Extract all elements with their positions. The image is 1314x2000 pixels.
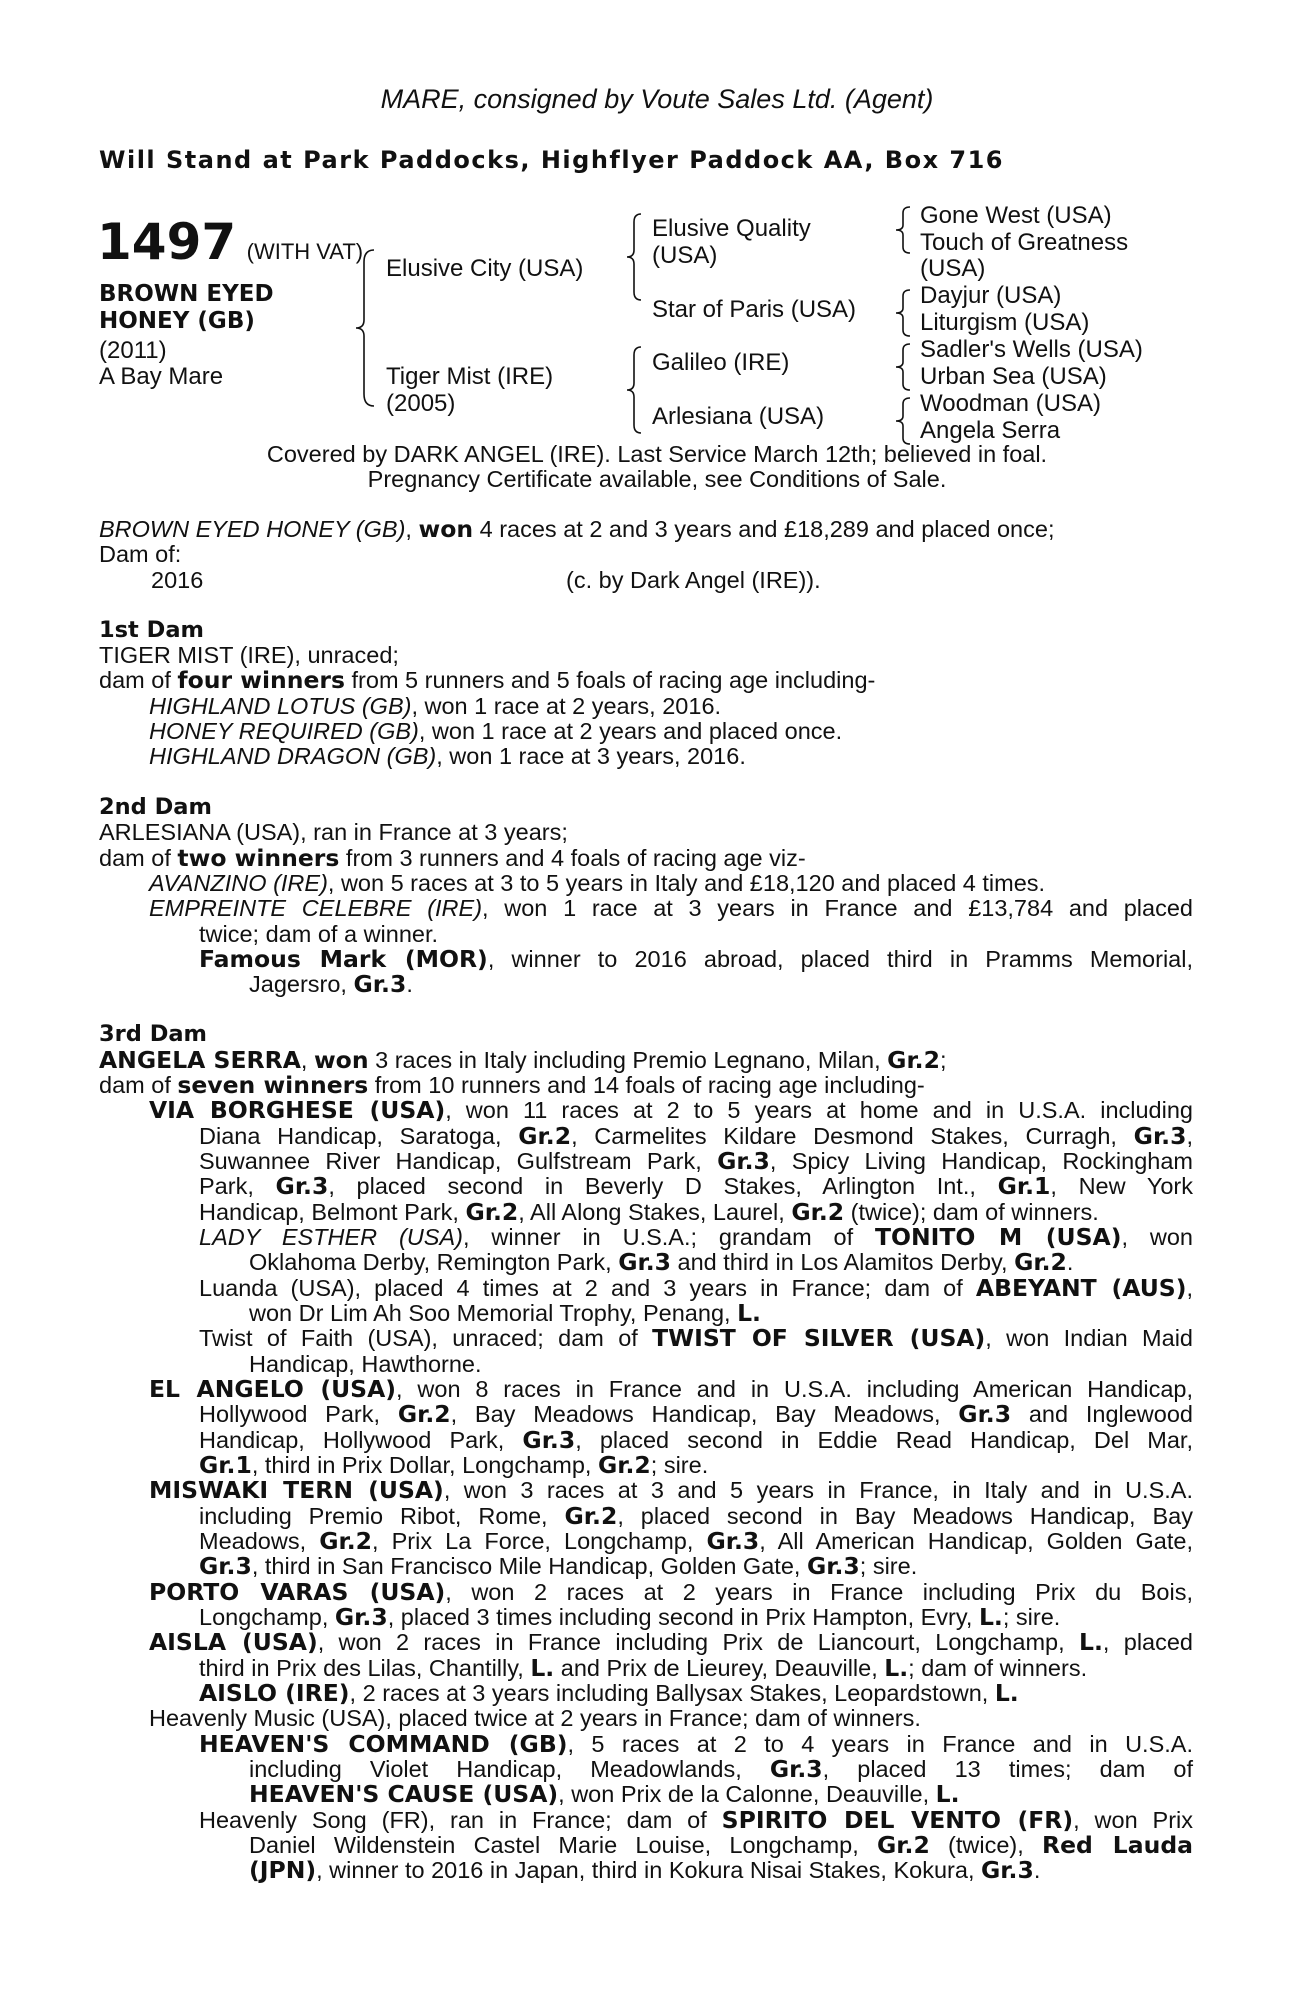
horse-name-italic: BROWN EYED HONEY (GB) bbox=[99, 516, 406, 542]
ped-g4: Liturgism (USA) bbox=[920, 309, 1090, 336]
first-dam-summary: dam of four winners from 5 runners and 5 foals of racing age including- bbox=[99, 666, 876, 694]
second-dam-grandproduce-cont: Jagersro, Gr.3. bbox=[249, 970, 413, 998]
lady-esther-1: LADY ESTHER (USA), winner in U.S.A.; grandam of TONITO M (USA), won bbox=[199, 1223, 1193, 1251]
sire-sire-line2: (USA) bbox=[652, 242, 718, 269]
via-borghese-4: Park, Gr.3, placed second in Beverly D Stakes, Arlington Int., Gr.1, New York bbox=[199, 1172, 1193, 1200]
ped-g5: Sadler's Wells (USA) bbox=[920, 336, 1143, 363]
ped-g7: Woodman (USA) bbox=[920, 390, 1101, 417]
first-dam-name: TIGER MIST (IRE), unraced; bbox=[99, 642, 399, 668]
el-angelo-1: EL ANGELO (USA), won 8 races in France and in U.S.A. including American Handicap, bbox=[149, 1375, 1193, 1403]
intro-line: BROWN EYED HONEY (GB), won 4 races at 2 and 3 years and £18,289 and placed once; bbox=[99, 515, 1055, 543]
vat-note: (WITH VAT) bbox=[246, 239, 364, 264]
dam-of-label: Dam of: bbox=[99, 541, 182, 567]
el-angelo-3: Handicap, Hollywood Park, Gr.3, placed second in Eddie Read Handicap, Del Mar, bbox=[199, 1426, 1193, 1454]
twist-of-faith-1: Twist of Faith (USA), unraced; dam of TWIST OF SILVER (USA), won Indian Maid bbox=[199, 1324, 1193, 1352]
second-dam-produce-1: AVANZINO (IRE), won 5 races at 3 to 5 years in Italy and £18,120 and placed 4 times. bbox=[149, 870, 1046, 896]
luanda-1: Luanda (USA), placed 4 times at 2 and 3 years in France; dam of ABEYANT (AUS), bbox=[199, 1274, 1193, 1302]
via-borghese-5: Handicap, Belmont Park, Gr.2, All Along Stakes, Laurel, Gr.2 (twice); dam of winners. bbox=[199, 1198, 1099, 1226]
first-dam-produce-3: HIGHLAND DRAGON (GB), won 1 race at 3 years, 2016. bbox=[149, 743, 746, 769]
heavens-command-2: including Violet Handicap, Meadowlands, Gr.3, placed 13 times; dam of bbox=[249, 1755, 1193, 1783]
first-dam-produce-1: HIGHLAND LOTUS (GB), won 1 race at 2 years, 2016. bbox=[149, 693, 722, 719]
consignor-line: MARE, consigned by Voute Sales Ltd. (Agent) bbox=[380, 84, 934, 114]
lady-esther-2: Oklahoma Derby, Remington Park, Gr.3 and third in Los Alamitos Derby, Gr.2. bbox=[249, 1248, 1074, 1276]
dam-name-line1: Tiger Mist (IRE) bbox=[386, 363, 554, 390]
first-dam-produce-2: HONEY REQUIRED (GB), won 1 race at 2 years and placed once. bbox=[149, 718, 843, 744]
miswaki-tern-1: MISWAKI TERN (USA), won 3 races at 3 and 5 years in France, in Italy and in U.S.A. bbox=[149, 1476, 1193, 1504]
heavenly-song-2: Daniel Wildenstein Castel Marie Louise, Longchamp, Gr.2 (twice), Red Lauda bbox=[249, 1831, 1194, 1859]
produce-description: (c. by Dark Angel (IRE)). bbox=[566, 567, 821, 593]
twist-of-faith-2: Handicap, Hawthorne. bbox=[249, 1351, 482, 1377]
porto-varas-2: Longchamp, Gr.3, placed 3 times including second in Prix Hampton, Evry, L.; sire. bbox=[199, 1603, 1061, 1631]
second-dam-name: ARLESIANA (USA), ran in France at 3 years; bbox=[99, 819, 568, 845]
via-borghese-2: Diana Handicap, Saratoga, Gr.2, Carmelites Kildare Desmond Stakes, Curragh, Gr.3, bbox=[199, 1122, 1193, 1150]
aislo-1: AISLO (IRE), 2 races at 3 years including Ballysax Stakes, Leopardstown, L. bbox=[199, 1679, 1019, 1707]
horse-description: A Bay Mare bbox=[99, 363, 224, 390]
heavens-command-1: HEAVEN'S COMMAND (GB), 5 races at 2 to 4 years in France and in U.S.A. bbox=[199, 1730, 1193, 1758]
heavens-command-3: HEAVEN'S CAUSE (USA), won Prix de la Calonne, Deauville, L. bbox=[249, 1780, 960, 1808]
luanda-2: won Dr Lim Ah Soo Memorial Trophy, Penang, L. bbox=[249, 1299, 761, 1327]
stand-location: Will Stand at Park Paddocks, Highflyer Paddock AA, Box 716 bbox=[99, 146, 1005, 174]
via-borghese-3: Suwannee River Handicap, Gulfstream Park, Gr.3, Spicy Living Handicap, Rockingham bbox=[199, 1147, 1193, 1175]
el-angelo-4: Gr.1, third in Prix Dollar, Longchamp, Gr.2; sire. bbox=[199, 1451, 709, 1479]
horse-name-line2: HONEY (GB) bbox=[99, 308, 255, 334]
ped-g3: Dayjur (USA) bbox=[920, 282, 1062, 309]
third-dam-heading: 3rd Dam bbox=[99, 1021, 207, 1047]
miswaki-tern-4: Gr.3, third in San Francisco Mile Handicap, Golden Gate, Gr.3; sire. bbox=[199, 1552, 918, 1580]
ped-g2b: (USA) bbox=[920, 255, 986, 282]
dam-name-line2: (2005) bbox=[386, 390, 456, 417]
third-dam-name: ANGELA SERRA, won 3 races in Italy including Premio Legnano, Milan, Gr.2; bbox=[99, 1046, 947, 1074]
sire-sire-line1: Elusive Quality bbox=[652, 215, 811, 242]
horse-name-line1: BROWN EYED bbox=[99, 281, 274, 307]
heavenly-song-3: (JPN), winner to 2016 in Japan, third in Kokura Nisai Stakes, Kokura, Gr.3. bbox=[249, 1856, 1041, 1884]
intro-text: 4 races at 2 and 3 years and £18,289 and placed once; bbox=[473, 516, 1055, 542]
first-dam-heading: 1st Dam bbox=[99, 617, 204, 643]
third-dam-summary: dam of seven winners from 10 runners and 14 foals of racing age including- bbox=[99, 1071, 925, 1099]
ped-g6: Urban Sea (USA) bbox=[920, 363, 1107, 390]
aisla-1: AISLA (USA), won 2 races in France including Prix de Liancourt, Longchamp, L., placed bbox=[149, 1628, 1193, 1656]
produce-year: 2016 bbox=[151, 567, 204, 593]
heavenly-music: Heavenly Music (USA), placed twice at 2 years in France; dam of winners. bbox=[149, 1705, 921, 1731]
porto-varas-1: PORTO VARAS (USA), won 2 races at 2 years in France including Prix du Bois, bbox=[149, 1578, 1193, 1606]
via-borghese-1: VIA BORGHESE (USA), won 11 races at 2 to 5 years at home and in U.S.A. including bbox=[149, 1096, 1193, 1124]
ped-g8: Angela Serra bbox=[920, 417, 1061, 444]
second-dam-heading: 2nd Dam bbox=[99, 794, 212, 820]
el-angelo-2: Hollywood Park, Gr.2, Bay Meadows Handicap, Bay Meadows, Gr.3 and Inglewood bbox=[199, 1400, 1193, 1428]
second-dam-produce-2-cont: twice; dam of a winner. bbox=[199, 921, 439, 947]
aisla-2: third in Prix des Lilas, Chantilly, L. and Prix de Lieurey, Deauville, L.; dam of winners. bbox=[199, 1654, 1088, 1682]
ped-g2a: Touch of Greatness bbox=[920, 229, 1129, 256]
sire-name: Elusive City (USA) bbox=[386, 255, 584, 282]
covered-line1: Covered by DARK ANGEL (IRE). Last Service March 12th; believed in foal. bbox=[266, 441, 1048, 467]
sire-dam: Star of Paris (USA) bbox=[652, 296, 857, 323]
miswaki-tern-3: Meadows, Gr.2, Prix La Force, Longchamp, Gr.3, All American Handicap, Golden Gate, bbox=[199, 1527, 1194, 1555]
ped-g1: Gone West (USA) bbox=[920, 202, 1112, 229]
dam-dam: Arlesiana (USA) bbox=[652, 403, 825, 430]
won-bold: won bbox=[418, 515, 474, 543]
foaling-year: (2011) bbox=[99, 337, 167, 364]
second-dam-produce-2: EMPREINTE CELEBRE (IRE), won 1 race at 3 years in France and £13,784 and placed bbox=[149, 895, 1193, 921]
second-dam-summary: dam of two winners from 3 runners and 4 foals of racing age viz- bbox=[99, 844, 806, 872]
dam-sire: Galileo (IRE) bbox=[652, 349, 790, 376]
miswaki-tern-2: including Premio Ribot, Rome, Gr.2, placed second in Bay Meadows Handicap, Bay bbox=[199, 1502, 1193, 1530]
second-dam-grandproduce: Famous Mark (MOR), winner to 2016 abroad, placed third in Pramms Memorial, bbox=[199, 945, 1193, 973]
heavenly-song-1: Heavenly Song (FR), ran in France; dam of SPIRITO DEL VENTO (FR), won Prix bbox=[199, 1806, 1193, 1834]
covered-line2: Pregnancy Certificate available, see Conditions of Sale. bbox=[367, 466, 947, 492]
lot-number: 1497 bbox=[97, 213, 237, 271]
